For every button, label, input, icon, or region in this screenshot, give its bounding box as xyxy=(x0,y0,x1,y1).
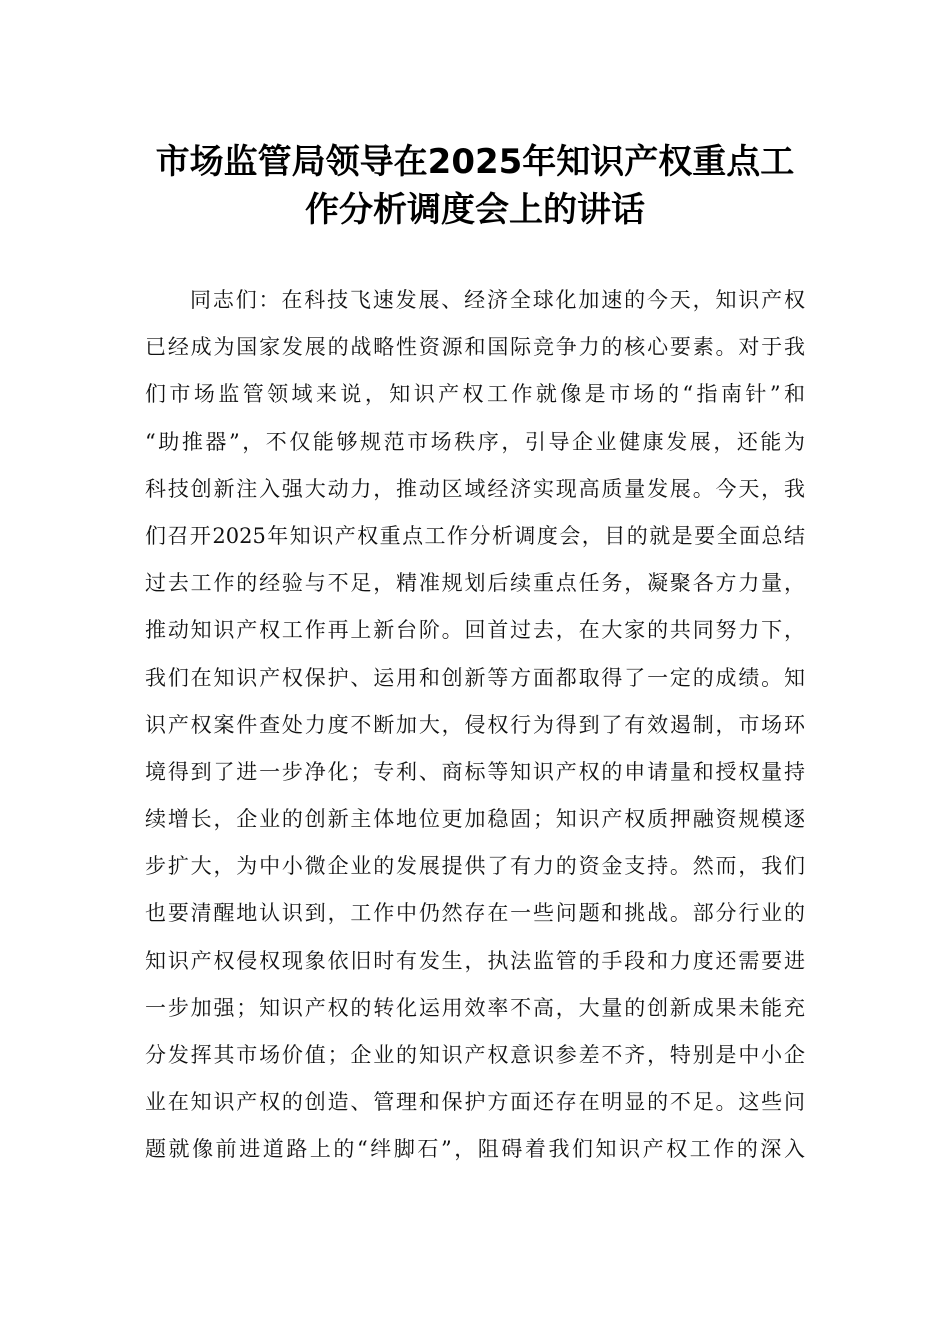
body-line: 境得到了进一步净化；专利、商标等知识产权的申请量和授权量持 xyxy=(145,759,805,784)
body-line: 知识产权侵权现象依旧时有发生，执法监管的手段和力度还需要进 xyxy=(145,948,805,973)
body-line: 们召开2025年知识产权重点工作分析调度会，目的就是要全面总结 xyxy=(145,523,805,548)
document-title-line-2: 作分析调度会上的讲话 xyxy=(305,190,645,230)
body-line: 题就像前进道路上的“绊脚石”，阻碍着我们知识产权工作的深入 xyxy=(145,1137,805,1162)
body-line: 也要清醒地认识到，工作中仍然存在一些问题和挑战。部分行业的 xyxy=(145,901,805,926)
body-line: 推动知识产权工作再上新台阶。回首过去，在大家的共同努力下， xyxy=(145,618,805,643)
body-line: 步扩大，为中小微企业的发展提供了有力的资金支持。然而，我们 xyxy=(145,854,805,879)
document-title-line-1: 市场监管局领导在2025年知识产权重点工 xyxy=(155,142,795,182)
body-line: 一步加强；知识产权的转化运用效率不高，大量的创新成果未能充 xyxy=(145,995,805,1020)
body-line: 们市场监管领域来说，知识产权工作就像是市场的“指南针”和 xyxy=(145,382,805,407)
document-body xyxy=(145,282,805,1179)
body-line: “助推器”，不仅能够规范市场秩序，引导企业健康发展，还能为 xyxy=(145,429,805,454)
body-line: 同志们：在科技飞速发展、经济全球化加速的今天，知识产权 xyxy=(190,288,805,312)
body-line: 科技创新注入强大动力，推动区域经济实现高质量发展。今天，我 xyxy=(145,476,805,501)
body-line: 过去工作的经验与不足，精准规划后续重点任务，凝聚各方力量， xyxy=(145,571,805,596)
body-line: 分发挥其市场价值；企业的知识产权意识参差不齐，特别是中小企 xyxy=(145,1043,805,1067)
body-line: 业在知识产权的创造、管理和保护方面还存在明显的不足。这些问 xyxy=(145,1090,805,1115)
body-line: 识产权案件查处力度不断加大，侵权行为得到了有效遏制，市场环 xyxy=(145,712,805,737)
body-line: 我们在知识产权保护、运用和创新等方面都取得了一定的成绩。知 xyxy=(145,665,805,690)
body-line: 已经成为国家发展的战略性资源和国际竞争力的核心要素。对于我 xyxy=(145,335,805,360)
body-line: 续增长，企业的创新主体地位更加稳固；知识产权质押融资规模逐 xyxy=(145,807,805,832)
